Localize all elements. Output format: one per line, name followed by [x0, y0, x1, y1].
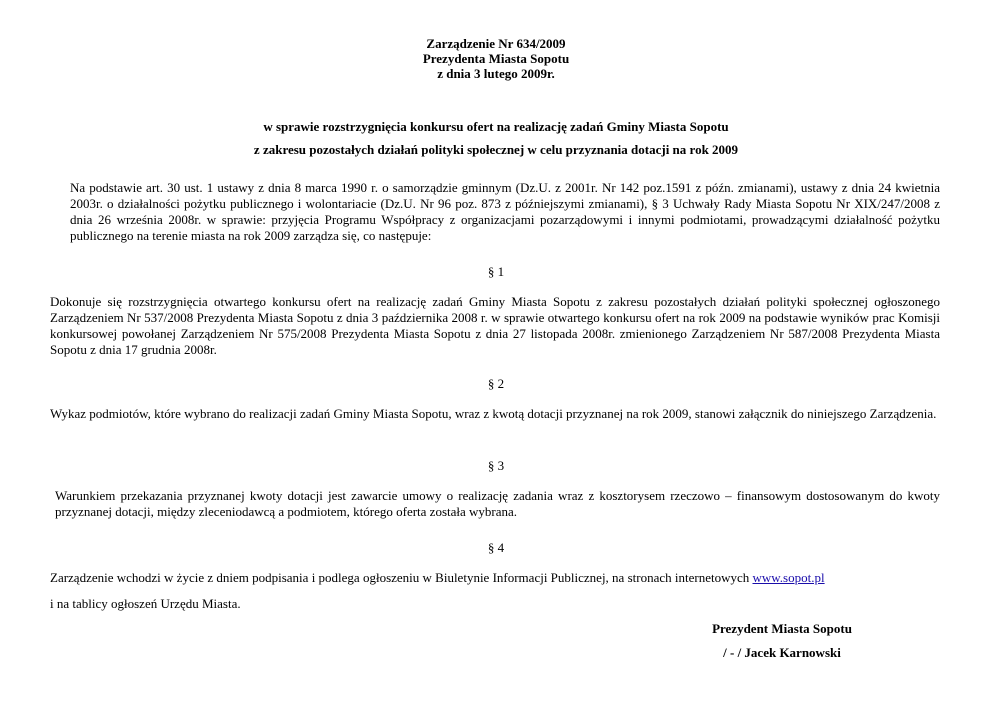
sopot-website-link[interactable]: www.sopot.pl [752, 570, 825, 585]
section-text-2: Wykaz podmiotów, które wybrano do realizacji zadań Gminy Miasta Sopotu, wraz z kwotą dotacji przyznanej na rok 2009, stanowi załącznik do niniejszego Zarządzenia. [50, 406, 937, 421]
subject-line-1: w sprawie rozstrzygnięcia konkursu ofert na realizację zadań Gminy Miasta Sopotu [263, 119, 729, 134]
preamble: Na podstawie art. 30 ust. 1 ustawy z dnia 8 marca 1990 r. o samorządzie gminnym (Dz.U. z 2001r. Nr 142 poz.1591 z późn. zmianami), ustawy z dnia 24 kwietnia 2003r. o działalności pożytku publicznego i wolontariacie (Dz.U. Nr 96 poz. 873 z późniejszymi zmianami), § 3 Uchwały Rady Miasta Sopotu Nr XIX/247/2008 z dnia 26 września 2008r. w sprawie: przyjęcia Programu Współpracy z organizacjami pozarządowymi i innymi podmiotami, prowadzącymi działalność pożytku publicznego na terenie miasta na rok 2009 zarządza się, co następuje: [70, 180, 940, 243]
section-text-4-continued: i na tablicy ogłoszeń Urzędu Miasta. [50, 596, 241, 611]
section-text-4-before-link: Zarządzenie wchodzi w życie z dniem podpisania i podlega ogłoszeniu w Biuletynie Informacji Publicznej, na stronach internetowych [50, 570, 753, 585]
issuer: Prezydenta Miasta Sopotu [422, 51, 570, 66]
signature-name: / - / Jacek Karnowski [723, 645, 841, 660]
section-text-3: Warunkiem przekazania przyznanej kwoty dotacji jest zawarcie umowy o realizację zadania wraz z kosztorysem rzeczowo – finansowym dostosowanym do kwoty przyznanej dotacji, między zleceniodawcą a podmiotem, którego oferta została wybrana. [55, 488, 940, 519]
section-mark-3: § 3 [487, 458, 505, 473]
issue-date: z dnia 3 lutego 2009r. [437, 66, 555, 81]
signature-title: Prezydent Miasta Sopotu [712, 621, 852, 636]
section-text-1: Dokonuje się rozstrzygnięcia otwartego konkursu ofert na realizację zadań Gminy Miasta Sopotu z zakresu pozostałych działań polityki społecznej ogłoszonego Zarządzeniem Nr 537/2008 Prezydenta Miasta Sopotu z dnia 3 października 2008 r. w sprawie otwartego konkursu ofert na rok 2009 na podstawie wyników prac Komisji konkursowej powołanej Zarządzeniem Nr 575/2008 Prezydenta Miasta Sopotu z dnia 27 listopada 2008r. zmienionego Zarządzeniem Nr 587/2008 Prezydenta Miasta Sopotu z dnia 17 grudnia 2008r. [50, 294, 940, 357]
section-text-4 [50, 570, 940, 586]
section-mark-4: § 4 [487, 540, 505, 555]
section-mark-2: § 2 [487, 376, 505, 391]
document-header [0, 36, 992, 81]
section-mark-1: § 1 [487, 264, 505, 279]
ordinance-number: Zarządzenie Nr 634/2009 [426, 36, 566, 51]
subject-line-2: z zakresu pozostałych działań polityki społecznej w celu przyznania dotacji na rok 2009 [253, 142, 739, 157]
